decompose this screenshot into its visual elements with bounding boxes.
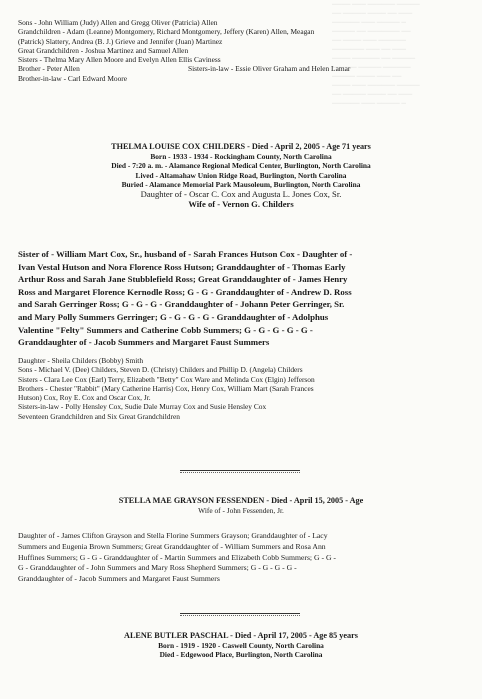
family-line: Daughter - Sheila Childers (Bobby) Smith	[18, 356, 144, 365]
alene-obituary-header	[18, 631, 464, 660]
born-line: Born - 1919 - 1920 - Caswell County, North Carolina	[158, 640, 324, 650]
family-line: Great Grandchildren - Joshua Martinez and Samuel Allen	[18, 45, 189, 55]
lived-line: Lived - Altamahaw Union Ridge Road, Burlington, North Carolina	[135, 170, 347, 180]
thelma-genealogy-paragraph	[18, 248, 464, 349]
genealogy-line: Huffines Summers; G - G - Granddaughter of - Martin Summers and Elizabeth Cobb Summers; G - G -	[18, 552, 336, 562]
genealogy-line: G - Granddaughter of - John Summers and Mary Ross Shepherd Summers; G - G - G - G -	[18, 563, 297, 573]
genealogy-line: Granddaughter of - Jacob Summers and Margaret Faust Summers	[18, 337, 270, 348]
buried-line: Buried - Alamance Memorial Park Mausoleum, Burlington, North Carolina	[121, 180, 361, 190]
died-line: Died - Edgewood Place, Burlington, North Carolina	[159, 650, 323, 660]
genealogy-line: Sister of - William Mart Cox, Sr., husband of - Sarah Frances Hutson Cox - Daughter of -	[18, 249, 353, 259]
family-line: Sisters - Thelma Mary Allen Moore and Evelyn Allen Ellis Caviness	[18, 55, 221, 65]
section-divider	[180, 613, 300, 614]
obituary-title: STELLA MAE GRAYSON FESSENDEN - Died - April 15, 2005 - Age	[118, 496, 364, 505]
genealogy-line: Arthur Ross and Sarah Jane Stubblefield Ross; Great Granddaughter of - James Henry	[18, 274, 348, 285]
obituary-title: THELMA LOUISE COX CHILDERS - Died - April 2, 2005 - Age 71 years	[111, 142, 371, 151]
brother-in-law-line: Brother-in-law - Carl Edward Moore	[18, 73, 128, 83]
genealogy-line: Granddaughter of - Jacob Summers and Margaret Faust Summers	[18, 574, 220, 584]
wife-of-line: Wife of - John Fessenden, Jr.	[198, 505, 284, 515]
family-line: Grandchildren - Adam (Leanne) Montgomery, Richard Montgomery, Jeffery (Karen) Allen, Meagan	[18, 27, 315, 37]
thelma-family-list	[18, 356, 464, 421]
died-line: Died - 7:20 a. m. - Alamance Regional Medical Center, Burlington, North Carolina	[111, 161, 371, 171]
previous-obituary-family-block	[18, 18, 464, 83]
sisters-in-law-line: Sisters-in-law - Essie Oliver Graham and Helen Lamar	[188, 64, 351, 74]
genealogy-line: Ivan Vestal Hutson and Nora Florence Ross Hutson; Granddaughter of - Thomas Early	[18, 261, 346, 272]
family-line: Sons - John William (Judy) Allen and Gregg Oliver (Patricia) Allen	[18, 18, 218, 27]
stella-obituary-header	[18, 496, 464, 515]
family-line: (Patrick) Slattery, Andrea (B. J.) Grieve and Jennifer (Juan) Martinez	[18, 36, 223, 46]
brother-line: Brother - Peter Allen	[18, 64, 80, 74]
daughter-of-line: Daughter of - Oscar C. Cox and Augusta L. Jones Cox, Sr.	[140, 188, 342, 199]
genealogy-line: and Sarah Gerringer Ross; G - G - G - Granddaughter of - Johann Peter Gerringer, Sr.	[18, 299, 345, 310]
family-line: Sons - Michael V. (Dee) Childers, Steven D. (Christy) Childers and Phillip D. (Angela) Childers	[18, 365, 303, 375]
section-divider	[180, 470, 300, 471]
obituary-title: ALENE BUTLER PASCHAL - Died - April 17, 2005 - Age 85 years	[124, 631, 358, 640]
family-line: Hutson) Cox, Roy E. Cox and Oscar Cox, Jr.	[18, 393, 151, 403]
stella-genealogy-paragraph	[18, 531, 464, 585]
family-line: Sisters - Clara Lee Cox (Earl) Terry, Elizabeth "Betty" Cox Ware and Melinda Cox (Elgin) Jefferson	[18, 374, 315, 384]
bleed-through-texture: ──── ─── ────── ───── ── ───── ──── ── ─── ────── ─── ───── ─ ───── ── ─────── ── ── ──── ─── ────── ─────── ─── ── ─── ──── ────── ── ───── ── ─── ───── ────── ───── ──── ─── ── ──── ─── ────── ───── ── ───── ──── ── ─── ────── ─── ───── ─	[332, 1, 420, 107]
family-line: Seventeen Grandchildren and Six Great Grandchildren	[18, 411, 180, 421]
genealogy-line: and Mary Polly Summers Gerringer; G - G - G - G - Granddaughter of - Adolphus	[18, 311, 329, 322]
family-line: Brothers - Chester "Rabbit" (Mary Catherine Harris) Cox, Henry Cox, William Mart (Sarah Frances	[18, 383, 314, 393]
wife-of-line: Wife of - Vernon G. Childers	[188, 198, 294, 209]
genealogy-line: Summers and Eugenia Brown Summers; Great Granddaughter of - William Summers and Rosa Ann	[18, 541, 326, 551]
thelma-obituary-header	[18, 142, 464, 209]
genealogy-line: Ross and Margaret Florence Kernodle Ross; G - G - Granddaughter of - Andrew D. Ross	[18, 286, 352, 297]
born-line: Born - 1933 - 1934 - Rockingham County, North Carolina	[150, 151, 332, 161]
genealogy-line: Daughter of - James Clifton Grayson and Stella Florine Summers Grayson; Granddaughter of - Lacy	[18, 531, 328, 540]
genealogy-line: Valentine "Felty" Summers and Catherine Cobb Summers; G - G - G - G - G -	[18, 324, 313, 335]
family-line: Sisters-in-law - Polly Hensley Cox, Sudie Dale Murray Cox and Susie Hensley Cox	[18, 402, 267, 412]
